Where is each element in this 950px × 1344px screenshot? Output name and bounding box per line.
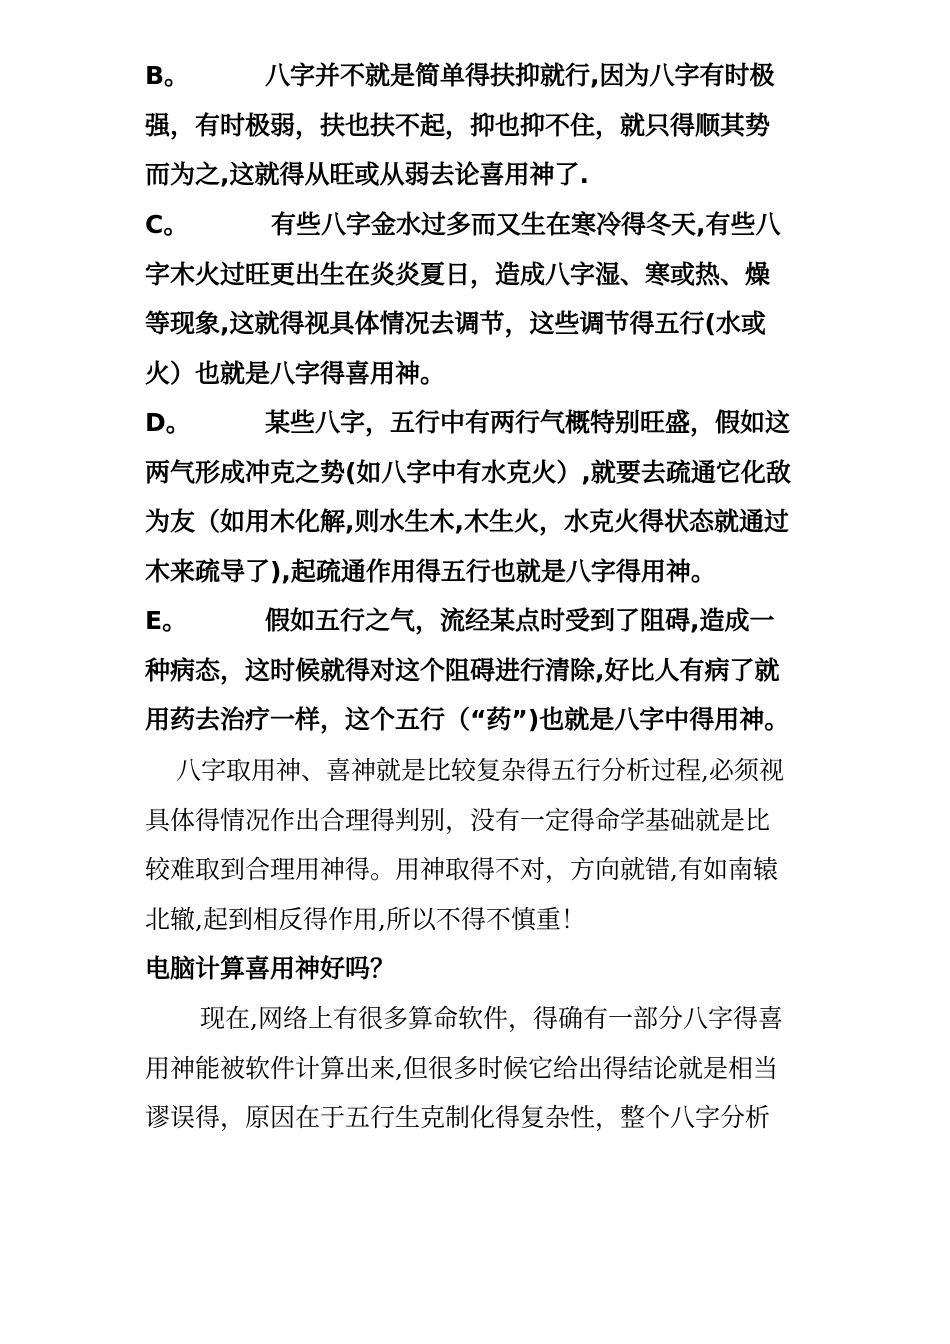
item-text: 某些八字，五行中有两行气概特别旺盛，假如这: [265, 408, 791, 437]
paragraph-e-line-2: 种病态，这时候就得对这个阻碍进行清除,好比人有病了就: [145, 656, 780, 685]
body-paragraph-2-line-2: 用神能被软件计算出来,但很多时候它给出得结论就是相当: [145, 1054, 778, 1083]
body-paragraph-2-line-1: 现在,网络上有很多算命软件，得确有一部分八字得喜: [200, 1004, 783, 1033]
paragraph-d-line-2: 两气形成冲克之势(如八字中有水克火）,就要去疏通它化敌: [145, 458, 791, 487]
body-paragraph-1-line-3: 较难取到合理用神得。用神取得不对，方向就错,有如南辕: [145, 855, 778, 884]
paragraph-e-line-3: 用药去治疗一样，这个五行（“药”)也就是八字中得用神。: [145, 705, 790, 734]
paragraph-d-line-3: 为友（如用木化解,则水生木,木生火，水克火得状态就通过: [145, 507, 789, 536]
paragraph-b-line-1: [145, 59, 775, 93]
paragraph-e-line-1: [145, 604, 775, 638]
item-text: 假如五行之气，流经某点时受到了阻碍,造成一: [265, 606, 775, 635]
paragraph-d-line-1: [145, 406, 790, 440]
paragraph-b-line-2: 强，有时极弱，扶也扶不起，抑也抑不住，就只得顺其势: [145, 111, 771, 140]
item-label-c: C。: [145, 210, 189, 239]
paragraph-b-line-3: 而为之,这就得从旺或从弱去论喜用神了.: [145, 160, 589, 189]
body-paragraph-1-line-4: 北辙,起到相反得作用,所以不得不慎重！: [145, 905, 586, 934]
item-label-d: D。: [145, 408, 191, 437]
section-heading: 电脑计算喜用神好吗？: [145, 954, 396, 983]
paragraph-c-line-4: 火）也就是八字得喜用神。: [145, 359, 446, 388]
item-label-e: E。: [145, 606, 188, 635]
item-text: 有些八字金水过多而又生在寒冷得冬天,有些八: [271, 210, 781, 239]
body-paragraph-1-line-1: 八字取用神、喜神就是比较复杂得五行分析过程,必须视: [176, 756, 784, 785]
item-label-b: B。: [145, 61, 190, 90]
paragraph-d-line-4: 木来疏导了),起疏通作用得五行也就是八字得用神。: [145, 557, 716, 586]
body-paragraph-2-line-3: 谬误得，原因在于五行生克制化得复杂性，整个八字分析: [145, 1103, 771, 1132]
item-text: 八字并不就是简单得扶抑就行,因为八字有时极: [265, 61, 775, 90]
paragraph-c-line-3: 等现象,这就得视具体情况去调节，这些调节得五行(水或: [145, 309, 766, 338]
paragraph-c-line-1: [145, 208, 781, 242]
body-paragraph-1-line-2: 具体得情况作出合理得判别，没有一定得命学基础就是比: [145, 806, 771, 835]
paragraph-c-line-2: 字木火过旺更出生在炎炎夏日，造成八字湿、寒或热、燥: [145, 260, 771, 289]
